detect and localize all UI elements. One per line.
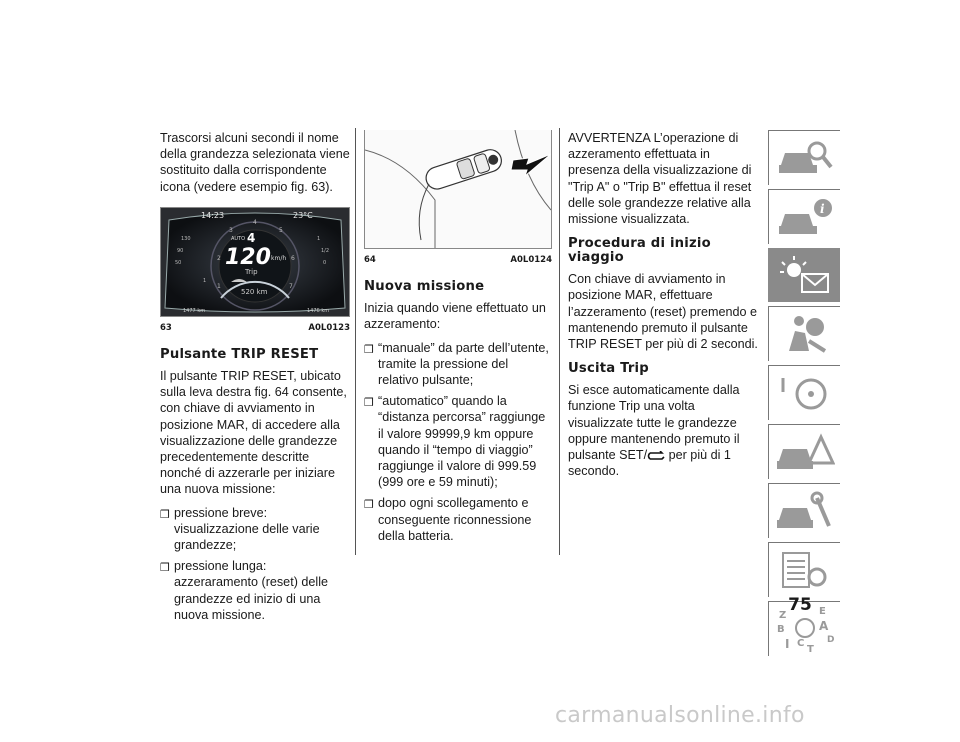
heading-trip-reset: Pulsante TRIP RESET <box>160 347 319 363</box>
figure-number: 64 <box>364 255 376 265</box>
svg-text:A: A <box>819 619 829 633</box>
heading-new-mission: Nuova missione <box>364 279 485 295</box>
heading-exit-trip: Uscita Trip <box>568 361 649 377</box>
airbag-person-icon <box>775 311 835 357</box>
heading-start-trip: Procedura di inizio viaggio <box>568 236 711 266</box>
svg-text:0: 0 <box>323 259 327 266</box>
svg-text:1: 1 <box>217 282 221 290</box>
list-item: ❒ “automatico” quando la “distanza percorsa” raggiunge il valore 99999,9 km oppure quando il “tempo di viaggio” raggiunge il valore di 999.59 (999 ore e 59 minuti); <box>364 394 546 490</box>
trip-value: 520 km <box>241 287 268 296</box>
tab-car-warning[interactable] <box>768 424 840 479</box>
figure-64-lever <box>364 130 552 249</box>
tab-maintenance[interactable] <box>768 483 840 538</box>
figure-63-caption <box>160 320 350 336</box>
speed-readout: 120 <box>225 244 271 270</box>
arrow-icon <box>511 154 551 176</box>
dashboard-illustration <box>161 208 349 316</box>
column-2 <box>364 130 552 549</box>
lever-illustration <box>365 130 551 248</box>
svg-text:5: 5 <box>279 226 283 234</box>
column-divider-2 <box>559 128 560 555</box>
svg-text:3: 3 <box>229 226 233 234</box>
svg-text:I: I <box>785 637 790 651</box>
start-trip-paragraph: Con chiave di avviamento in posizione MAR, effettuare l’azzeramento (reset) premendo e mantenendo premuto il pulsante TRIP RESET per più di 2 secondi. <box>568 272 758 352</box>
figure-code: A0L0124 <box>510 255 552 265</box>
column-3 <box>568 130 760 486</box>
svg-text:4: 4 <box>253 218 257 226</box>
svg-text:130: 130 <box>181 235 191 242</box>
odometer-left: 1477 km <box>183 307 206 314</box>
column-1 <box>160 130 350 628</box>
svg-text:50: 50 <box>175 259 182 266</box>
svg-text:6: 6 <box>291 254 295 262</box>
svg-text:Z: Z <box>779 610 787 621</box>
svg-text:90: 90 <box>177 247 184 254</box>
svg-text:i: i <box>820 202 825 216</box>
trip-reset-list <box>160 505 350 623</box>
figure-63-dashboard <box>160 207 350 317</box>
figure-code: A0L0123 <box>308 322 350 333</box>
svg-text:D: D <box>827 635 835 645</box>
svg-text:E: E <box>819 606 826 617</box>
tab-airbag[interactable] <box>768 306 840 361</box>
svg-text:1/2: 1/2 <box>321 247 330 254</box>
svg-text:1: 1 <box>317 235 321 242</box>
warning-paragraph: AVVERTENZA L’operazione di azzeramento effettuata in presenza della visualizzazione di "Trip A" o "Trip B" effettua il reset delle sole grandezze relative alla missione visualizzata. <box>568 131 752 227</box>
new-mission-list <box>364 340 552 544</box>
car-info-icon <box>775 194 835 240</box>
tab-car-info[interactable] <box>768 189 840 244</box>
car-wrench-icon <box>775 488 835 534</box>
trip-label: Trip <box>245 267 258 276</box>
svg-text:1: 1 <box>203 277 207 284</box>
checkbox-bullet-icon: ❒ <box>364 499 374 512</box>
intro-paragraph: Trascorsi alcuni secondi il nome della grandezza selezionata viene sostituito dalla corrispondente icona (vedere esempio fig. 63). <box>160 131 350 194</box>
svg-text:2: 2 <box>217 254 221 262</box>
list-item: ❒ pressione lunga: azzeraramento (reset) delle grandezze ed inizio di una nuova missione. <box>160 559 328 622</box>
watermark: carmanualsonline.info <box>555 703 805 728</box>
list-icon <box>775 547 835 593</box>
list-item: ❒ “manuale” da parte dell’utente, tramite la pressione del relativo pulsante; <box>364 340 549 388</box>
gear-mode: AUTO <box>231 235 246 242</box>
checkbox-bullet-icon: ❒ <box>160 562 170 575</box>
checkbox-bullet-icon: ❒ <box>364 397 374 410</box>
new-mission-intro: Inizia quando viene effettuato un azzeramento: <box>364 301 546 332</box>
light-message-icon <box>774 252 834 298</box>
exit-trip-paragraph: Si esce automaticamente dalla funzione Trip una volta visualizzate tutte le grandezze oppure mantenendo premuto il pulsante SET/ per più di 1 secondo. <box>568 383 740 479</box>
figure-64-caption <box>364 252 552 268</box>
svg-text:7: 7 <box>289 282 293 290</box>
svg-text:B: B <box>777 624 785 635</box>
tab-technical-data[interactable] <box>768 542 840 597</box>
tab-car-search[interactable] <box>768 130 840 185</box>
set-button-icon <box>647 451 665 461</box>
list-item: ❒ pressione breve: visualizzazione delle varie grandezze; <box>160 505 320 553</box>
checkbox-bullet-icon: ❒ <box>160 508 170 521</box>
car-warning-icon <box>775 429 835 475</box>
steering-wheel-icon <box>775 370 835 416</box>
car-search-icon <box>775 135 835 181</box>
list-item: ❒ dopo ogni scollegamento e conseguente riconnessione della batteria. <box>364 496 532 543</box>
checkbox-bullet-icon: ❒ <box>364 343 374 356</box>
gear-readout: 4 <box>247 230 256 245</box>
temperature-readout: 23°C <box>293 210 313 220</box>
speed-unit: km/h <box>271 254 287 262</box>
clock-readout: 14:23 <box>201 210 225 220</box>
svg-text:C: C <box>797 638 805 649</box>
trip-reset-paragraph: Il pulsante TRIP RESET, ubicato sulla leva destra fig. 64 consente, con chiave di avviamento in posizione MAR, di accedere alla visualizzazione delle grandezze precedentemente descritte nonché di azzerarle per iniziare una nuova missione: <box>160 369 347 497</box>
page-number: 75 <box>788 595 812 615</box>
chapter-tabs <box>768 130 840 660</box>
tab-steering[interactable] <box>768 365 840 420</box>
tab-lights-messages[interactable] <box>768 248 840 302</box>
odometer-right: 1476 km <box>307 307 330 314</box>
column-divider-1 <box>355 128 356 555</box>
figure-number: 63 <box>160 322 172 333</box>
svg-text:T: T <box>807 644 814 652</box>
